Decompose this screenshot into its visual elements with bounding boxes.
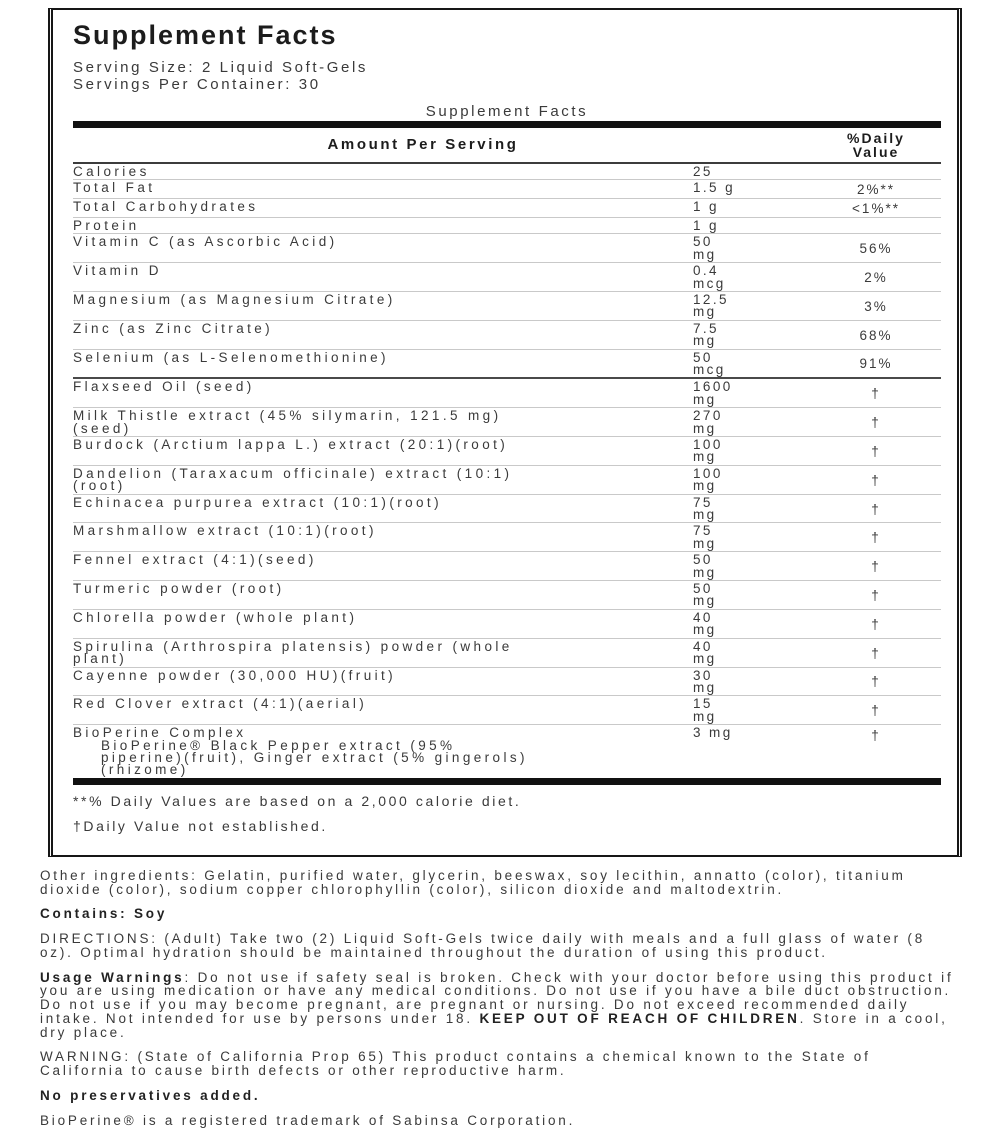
table-row [73, 551, 941, 580]
table-row [73, 667, 941, 696]
ingredient-name: Spirulina (Arthrospira platensis) powder (whole plant) [73, 638, 513, 667]
amount-value: 270 mg [693, 408, 723, 436]
amount-value: 50 mcg [693, 349, 726, 377]
trademark-note: BioPerine® is a registered trademark of Sabinsa Corporation. [40, 1112, 576, 1128]
contains-allergen: Contains: Soy [40, 906, 168, 922]
daily-value: 2% [864, 270, 888, 286]
daily-value: † [871, 587, 881, 603]
table-row [73, 695, 941, 724]
amount-value: 30 mg [693, 667, 717, 695]
amount-value: 25 [693, 163, 713, 179]
servings-per-container: Servings Per Container: 30 [73, 76, 321, 94]
thick-divider-top [73, 121, 941, 128]
table-row [73, 349, 941, 378]
table-row [73, 436, 941, 465]
amount-value: 50 mg [693, 234, 717, 262]
ingredient-name: Cayenne powder (30,000 HU)(fruit) [73, 667, 397, 683]
daily-value: † [871, 501, 881, 517]
ingredient-name: Vitamin C (as Ascorbic Acid) [73, 234, 338, 250]
facts-rows [73, 164, 941, 785]
table-row [73, 465, 941, 494]
amount-value: 40 mg [693, 638, 717, 667]
table-row [73, 609, 941, 638]
table-row [73, 377, 941, 407]
ingredient-name: Fennel extract (4:1)(seed) [73, 552, 317, 568]
supplement-label-page [0, 8, 1000, 1127]
ingredient-name: Total Carbohydrates [73, 198, 259, 214]
ingredient-name: Burdock (Arctium lappa L.) extract (20:1)(root) [73, 437, 509, 452]
table-row [73, 407, 941, 436]
table-row [73, 233, 941, 262]
daily-value: 68% [859, 327, 893, 343]
table-row [73, 494, 941, 523]
amount-value: 1600 mg [693, 379, 733, 407]
ingredient-name: Chlorella powder (whole plant) [73, 609, 358, 625]
amount-value: 40 mg [693, 609, 717, 638]
table-row [73, 291, 941, 320]
daily-value-header-line1: %Daily [847, 129, 905, 146]
daily-value: † [871, 645, 881, 661]
ingredient-name: Selenium (as L-Selenomethionine) [73, 349, 389, 365]
table-row [73, 638, 941, 667]
table-row [73, 198, 941, 217]
table-row [73, 262, 941, 291]
footnotes [73, 785, 941, 847]
daily-value: † [871, 386, 881, 402]
amount-value: 1.5 g [693, 179, 736, 195]
amount-value: 3 mg [693, 725, 733, 741]
amount-value: 100 mg [693, 465, 723, 494]
facts-subtitle: Supplement Facts [425, 102, 589, 120]
table-row [73, 320, 941, 349]
amount-value: 75 mg [693, 494, 717, 523]
footnote-daily-values: **% Daily Values are based on a 2,000 calorie diet. [73, 792, 522, 809]
ingredient-name: BioPerine Complex BioPerine® Black Pepper extract (95% piperine)(fruit), Ginger extract (5% gingerols) (rhizome) [73, 725, 528, 778]
ingredient-name: Total Fat [73, 179, 156, 195]
daily-value: † [871, 728, 881, 744]
usage-warnings: Usage Warnings: Do not use if safety seal is broken. Check with your doctor before using this product if you are using medication or have any medical conditions. Do not use if you have a bile duct obstruction. Do not use if you may become pregnant, are pregnant or nursing. Do not exceed recommended daily intake. Not intended for use by persons under 18. KEEP OUT OF REACH OF CHILDREN. Store in a cool, dry place. [40, 969, 954, 1040]
footnote-dagger: †Daily Value not established. [73, 817, 328, 834]
ingredient-name: Vitamin D [73, 263, 162, 279]
daily-value: † [871, 616, 881, 632]
daily-value-header-line2: Value [852, 143, 900, 160]
directions: DIRECTIONS: (Adult) Take two (2) Liquid Soft-Gels twice daily with meals and a full glass of water (8 oz). Optimal hydration should be maintained throughout the duration of using this product. [40, 931, 926, 960]
table-row [73, 164, 941, 179]
daily-value: † [871, 472, 881, 488]
ingredient-name: Marshmallow extract (10:1)(root) [73, 523, 377, 539]
facts-title: Supplement Facts [73, 20, 338, 50]
table-row [73, 179, 941, 198]
ingredient-name: Red Clover extract (4:1)(aerial) [73, 696, 368, 712]
ingredient-name: Magnesium (as Magnesium Citrate) [73, 291, 396, 307]
daily-value: † [871, 415, 881, 431]
no-preservatives: No preservatives added. [40, 1087, 261, 1103]
supplement-facts-panel [48, 8, 962, 857]
ingredient-name: Turmeric powder (root) [73, 581, 285, 597]
ingredient-name: Zinc (as Zinc Citrate) [73, 320, 274, 336]
daily-value: † [871, 703, 881, 719]
table-header-row [73, 128, 941, 164]
amount-value: 12.5 mg [693, 291, 729, 320]
amount-value: 50 mg [693, 552, 717, 580]
ingredient-name: Echinacea purpurea extract (10:1)(root) [73, 494, 442, 510]
amount-value: 75 mg [693, 523, 717, 551]
amount-value: 100 mg [693, 437, 723, 465]
table-row [73, 580, 941, 609]
serving-size: Serving Size: 2 Liquid Soft-Gels [73, 59, 368, 76]
amount-value: 0.4 mcg [693, 263, 726, 291]
daily-value: † [871, 443, 881, 459]
prop65-warning: WARNING: (State of California Prop 65) This product contains a chemical known to the State of California to cause birth defects or other reproductive harm. [40, 1049, 871, 1079]
amount-value: 50 mg [693, 581, 717, 609]
ingredient-name: Milk Thistle extract (45% silymarin, 121.5 mg) (seed) [73, 408, 502, 436]
amount-value: 1 g [693, 217, 719, 233]
table-row [73, 724, 941, 778]
amount-value: 15 mg [693, 696, 717, 724]
ingredient-name: Protein [73, 217, 140, 233]
table-row [73, 217, 941, 233]
ingredient-name: Dandelion (Taraxacum officinale) extract (10:1) (root) [73, 465, 513, 494]
amount-value: 7.5 mg [693, 320, 719, 349]
daily-value: 3% [864, 298, 888, 314]
daily-value: 2%** [856, 181, 896, 197]
daily-value: † [871, 559, 881, 575]
ingredient-name: Calories [73, 163, 150, 179]
daily-value: 91% [859, 356, 893, 372]
daily-value: † [871, 530, 881, 546]
daily-value-header [811, 131, 941, 159]
table-row [73, 522, 941, 551]
daily-value: † [871, 674, 881, 690]
amount-per-serving-header: Amount Per Serving [327, 136, 519, 153]
daily-value: <1%** [852, 200, 900, 216]
amount-value: 1 g [693, 198, 719, 214]
info-paragraphs [40, 863, 962, 1128]
other-ingredients: Other ingredients: Gelatin, purified water, glycerin, beeswax, soy lecithin, annatto (color), titanium dioxide (color), sodium copper chlorophyllin (color), silicon dioxide and maltodextrin. [40, 867, 906, 897]
daily-value: 56% [859, 241, 893, 257]
ingredient-name: Flaxseed Oil (seed) [73, 379, 255, 395]
